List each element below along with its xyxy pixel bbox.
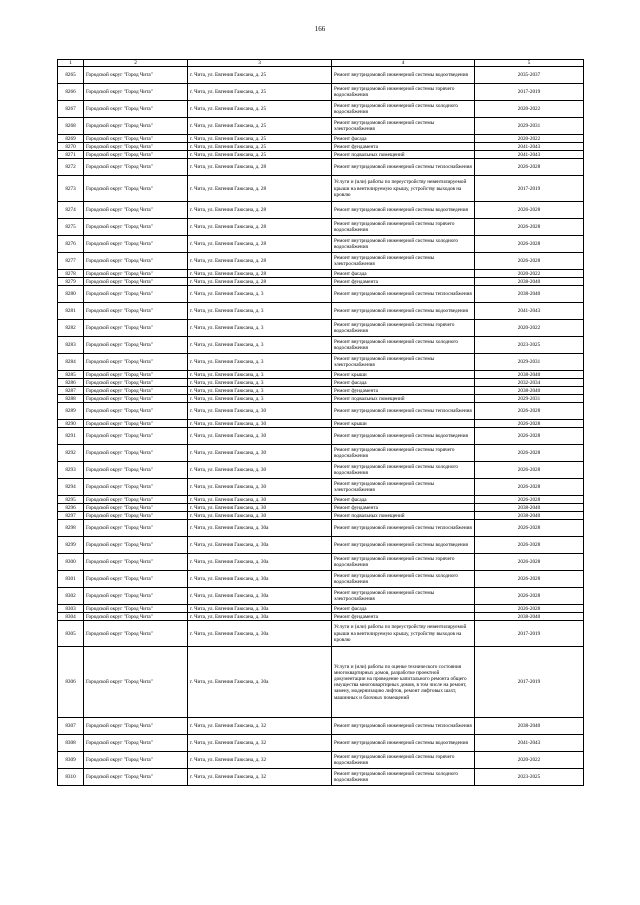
row-number: 8268 [58,118,84,135]
address-cell: г. Чита, ул. Евгения Гаюсана, д. 30 [188,445,332,462]
table-row [58,101,584,118]
table-row [58,621,584,647]
row-number: 8296 [58,504,84,512]
period-cell: 2041-2043 [475,735,584,752]
table-row [58,462,584,479]
row-number: 8289 [58,403,84,420]
address-cell: г. Чита, ул. Евгения Гаюсана, д. 30 [188,428,332,445]
address-cell: г. Чита, ул. Евгения Гаюсана, д. 30 [188,479,332,496]
row-number: 8269 [58,135,84,143]
work-type-cell: Ремонт фасада [332,605,475,613]
work-type-cell: Ремонт внутридомовой инженерной системы холодного водоснабжения [332,571,475,588]
address-cell: г. Чита, ул. Евгения Гаюсана, д. 28 [188,270,332,278]
period-cell: 2029-2031 [475,354,584,371]
row-number: 8273 [58,176,84,202]
period-cell: 2020-2022 [475,270,584,278]
header-row [58,60,584,67]
address-cell: г. Чита, ул. Евгения Гаюсана, д. 30а [188,647,332,718]
table-row [58,718,584,735]
period-cell: 2026-2028 [475,554,584,571]
work-type-cell: Ремонт внутридомовой инженерной системы горячего водоснабжения [332,84,475,101]
table-row [58,504,584,512]
address-cell: г. Чита, ул. Евгения Гаюсана, д. 28 [188,278,332,286]
row-number: 8291 [58,428,84,445]
table-row [58,202,584,219]
address-cell: г. Чита, ул. Евгения Гаюсана, д. 28 [188,236,332,253]
period-cell: 2041-2043 [475,303,584,320]
work-type-cell: Ремонт фасада [332,379,475,387]
work-type-cell: Ремонт внутридомовой инженерной системы водоотведения [332,428,475,445]
work-type-cell: Ремонт внутридомовой инженерной системы горячего водоснабжения [332,554,475,571]
row-number: 8297 [58,512,84,520]
period-cell: 2035-2037 [475,67,584,84]
period-cell: 2026-2028 [475,202,584,219]
period-cell: 2026-2028 [475,420,584,428]
municipality-cell: Городской округ "Город Чита" [84,735,188,752]
address-cell: г. Чита, ул. Евгения Гаюсана, д. 28 [188,202,332,219]
municipality-cell: Городской округ "Город Чита" [84,504,188,512]
row-number: 8307 [58,718,84,735]
row-number: 8279 [58,278,84,286]
period-cell: 2038-2040 [475,718,584,735]
municipality-cell: Городской округ "Город Чита" [84,387,188,395]
row-number: 8288 [58,395,84,403]
address-cell: г. Чита, ул. Евгения Гаюсана, д. 28 [188,253,332,270]
period-cell: 2017-2019 [475,647,584,718]
row-number: 8277 [58,253,84,270]
period-cell: 2029-2031 [475,395,584,403]
period-cell: 2026-2028 [475,588,584,605]
header-col-5: 5 [475,60,584,67]
row-number: 8306 [58,647,84,718]
work-type-cell: Ремонт внутридомовой инженерной системы электроснабжения [332,253,475,270]
work-type-cell: Ремонт внутридомовой инженерной системы электроснабжения [332,479,475,496]
table-row [58,496,584,504]
period-cell: 2026-2028 [475,428,584,445]
period-cell: 2026-2028 [475,236,584,253]
row-number: 8301 [58,571,84,588]
row-number: 8298 [58,520,84,537]
table-row [58,735,584,752]
municipality-cell: Городской округ "Город Чита" [84,496,188,504]
work-type-cell: Ремонт внутридомовой инженерной системы холодного водоснабжения [332,236,475,253]
table-row [58,219,584,236]
period-cell: 2038-2040 [475,504,584,512]
row-number: 8265 [58,67,84,84]
row-number: 8295 [58,496,84,504]
page-number: 166 [314,25,326,33]
table-row [58,588,584,605]
period-cell: 2026-2028 [475,520,584,537]
address-cell: г. Чита, ул. Евгения Гаюсана, д. 3 [188,371,332,379]
municipality-cell: Городской округ "Город Чита" [84,371,188,379]
work-type-cell: Ремонт крыши [332,420,475,428]
address-cell: г. Чита, ул. Евгения Гаюсана, д. 30а [188,605,332,613]
table-row [58,337,584,354]
work-type-cell: Ремонт внутридомовой инженерной системы холодного водоснабжения [332,462,475,479]
period-cell: 2026-2028 [475,537,584,554]
row-number: 8303 [58,605,84,613]
municipality-cell: Городской округ "Город Чита" [84,512,188,520]
address-cell: г. Чита, ул. Евгения Гаюсана, д. 25 [188,135,332,143]
row-number: 8293 [58,462,84,479]
municipality-cell: Городской округ "Город Чита" [84,320,188,337]
municipality-cell: Городской округ "Город Чита" [84,718,188,735]
table-row [58,512,584,520]
period-cell: 2026-2028 [475,496,584,504]
table-row [58,403,584,420]
period-cell: 2026-2028 [475,571,584,588]
address-cell: г. Чита, ул. Евгения Гаюсана, д. 30 [188,420,332,428]
address-cell: г. Чита, ул. Евгения Гаюсана, д. 30а [188,537,332,554]
row-number: 8299 [58,537,84,554]
work-type-cell: Ремонт внутридомовой инженерной системы горячего водоснабжения [332,320,475,337]
address-cell: г. Чита, ул. Евгения Гаюсана, д. 30а [188,520,332,537]
municipality-cell: Городской округ "Город Чита" [84,445,188,462]
row-number: 8280 [58,286,84,303]
municipality-cell: Городской округ "Город Чита" [84,554,188,571]
address-cell: г. Чита, ул. Евгения Гаюсана, д. 30а [188,571,332,588]
address-cell: г. Чита, ул. Евгения Гаюсана, д. 25 [188,67,332,84]
row-number: 8271 [58,151,84,159]
table-row [58,571,584,588]
table-row [58,420,584,428]
table-row [58,354,584,371]
work-type-cell: Ремонт фундамента [332,143,475,151]
period-cell: 2038-2040 [475,286,584,303]
municipality-cell: Городской округ "Город Чита" [84,159,188,176]
address-cell: г. Чита, ул. Евгения Гаюсана, д. 30а [188,588,332,605]
row-number: 8302 [58,588,84,605]
table-row [58,286,584,303]
row-number: 8304 [58,613,84,621]
period-cell: 2020-2022 [475,320,584,337]
work-type-cell: Ремонт внутридомовой инженерной системы водоотведения [332,67,475,84]
period-cell: 2020-2022 [475,101,584,118]
address-cell: г. Чита, ул. Евгения Гаюсана, д. 32 [188,735,332,752]
table-row [58,395,584,403]
municipality-cell: Городской округ "Город Чита" [84,752,188,769]
period-cell: 2026-2028 [475,253,584,270]
municipality-cell: Городской округ "Город Чита" [84,278,188,286]
address-cell: г. Чита, ул. Евгения Гаюсана, д. 3 [188,303,332,320]
period-cell: 2023-2025 [475,337,584,354]
address-cell: г. Чита, ул. Евгения Гаюсана, д. 30 [188,403,332,420]
period-cell: 2017-2019 [475,621,584,647]
address-cell: г. Чита, ул. Евгения Гаюсана, д. 3 [188,395,332,403]
address-cell: г. Чита, ул. Евгения Гаюсана, д. 3 [188,387,332,395]
period-cell: 2029-2031 [475,118,584,135]
address-cell: г. Чита, ул. Евгения Гаюсана, д. 28 [188,159,332,176]
municipality-cell: Городской округ "Город Чита" [84,428,188,445]
municipality-cell: Городской округ "Город Чита" [84,303,188,320]
work-type-cell: Ремонт внутридомовой инженерной системы водоотведения [332,303,475,320]
table-row [58,769,584,786]
table-row [58,143,584,151]
municipality-cell: Городской округ "Город Чита" [84,286,188,303]
work-type-cell: Ремонт внутридомовой инженерной системы теплоснабжения [332,403,475,420]
municipality-cell: Городской округ "Город Чита" [84,769,188,786]
municipality-cell: Городской округ "Город Чита" [84,151,188,159]
work-type-cell: Ремонт внутридомовой инженерной системы холодного водоснабжения [332,101,475,118]
work-type-cell: Ремонт подвальных помещений [332,395,475,403]
period-cell: 2038-2040 [475,371,584,379]
row-number: 8287 [58,387,84,395]
municipality-cell: Городской округ "Город Чита" [84,537,188,554]
row-number: 8294 [58,479,84,496]
period-cell: 2026-2028 [475,445,584,462]
period-cell: 2038-2040 [475,613,584,621]
period-cell: 2026-2028 [475,159,584,176]
work-type-cell: Ремонт внутридомовой инженерной системы теплоснабжения [332,520,475,537]
address-cell: г. Чита, ул. Евгения Гаюсана, д. 30 [188,462,332,479]
address-cell: г. Чита, ул. Евгения Гаюсана, д. 32 [188,752,332,769]
municipality-cell: Городской округ "Город Чита" [84,118,188,135]
municipality-cell: Городской округ "Город Чита" [84,270,188,278]
row-number: 8276 [58,236,84,253]
period-cell: 2026-2028 [475,462,584,479]
address-cell: г. Чита, ул. Евгения Гаюсана, д. 32 [188,718,332,735]
row-number: 8266 [58,84,84,101]
period-cell: 2038-2040 [475,387,584,395]
municipality-cell: Городской округ "Город Чита" [84,479,188,496]
table-row [58,151,584,159]
period-cell: 2041-2043 [475,151,584,159]
row-number: 8309 [58,752,84,769]
table-row [58,428,584,445]
work-type-cell: Ремонт фундамента [332,387,475,395]
work-type-cell: Ремонт фундамента [332,613,475,621]
municipality-cell: Городской округ "Город Чита" [84,135,188,143]
table-row [58,554,584,571]
period-cell: 2020-2022 [475,135,584,143]
period-cell: 2032-2034 [475,379,584,387]
row-number: 8290 [58,420,84,428]
work-type-cell: Ремонт фасада [332,496,475,504]
work-type-cell: Ремонт внутридомовой инженерной системы электроснабжения [332,588,475,605]
row-number: 8282 [58,320,84,337]
row-number: 8284 [58,354,84,371]
address-cell: г. Чита, ул. Евгения Гаюсана, д. 25 [188,101,332,118]
table-row [58,387,584,395]
row-number: 8310 [58,769,84,786]
table-row [58,537,584,554]
municipality-cell: Городской округ "Город Чита" [84,236,188,253]
period-cell: 2017-2019 [475,176,584,202]
work-type-cell: Ремонт внутридомовой инженерной системы водоотведения [332,202,475,219]
work-type-cell: Ремонт подвальных помещений [332,512,475,520]
period-cell: 2041-2043 [475,143,584,151]
row-number: 8300 [58,554,84,571]
municipality-cell: Городской округ "Город Чита" [84,354,188,371]
row-number: 8278 [58,270,84,278]
period-cell: 2026-2028 [475,219,584,236]
row-number: 8308 [58,735,84,752]
work-type-cell: Ремонт фундамента [332,504,475,512]
period-cell: 2017-2019 [475,84,584,101]
table-row [58,371,584,379]
municipality-cell: Городской округ "Город Чита" [84,379,188,387]
row-number: 8272 [58,159,84,176]
work-type-cell: Ремонт крыши [332,371,475,379]
work-type-cell: Ремонт внутридомовой инженерной системы водоотведения [332,735,475,752]
address-cell: г. Чита, ул. Евгения Гаюсана, д. 30а [188,613,332,621]
address-cell: г. Чита, ул. Евгения Гаюсана, д. 30 [188,512,332,520]
period-cell: 2026-2028 [475,403,584,420]
address-cell: г. Чита, ул. Евгения Гаюсана, д. 32 [188,769,332,786]
work-type-cell: Ремонт подвальных помещений [332,151,475,159]
row-number: 8274 [58,202,84,219]
row-number: 8285 [58,371,84,379]
capital-repair-table [57,59,584,786]
table-row [58,176,584,202]
table-row [58,479,584,496]
municipality-cell: Городской округ "Город Чита" [84,647,188,718]
row-number: 8275 [58,219,84,236]
work-type-cell: Ремонт внутридомовой инженерной системы горячего водоснабжения [332,752,475,769]
work-type-cell: Ремонт внутридомовой инженерной системы теплоснабжения [332,718,475,735]
table-row [58,84,584,101]
row-number: 8267 [58,101,84,118]
table-row [58,278,584,286]
period-cell: 2026-2028 [475,479,584,496]
table-row [58,445,584,462]
address-cell: г. Чита, ул. Евгения Гаюсана, д. 25 [188,118,332,135]
work-type-cell: Услуги и (или) работы по переустройству невентилируемой крыши на вентилируемую крышу, устройству выходов на кровлю [332,621,475,647]
period-cell: 2038-2040 [475,512,584,520]
header-col-3: 3 [188,60,332,67]
row-number: 8270 [58,143,84,151]
address-cell: г. Чита, ул. Евгения Гаюсана, д. 3 [188,379,332,387]
address-cell: г. Чита, ул. Евгения Гаюсана, д. 3 [188,320,332,337]
municipality-cell: Городской округ "Город Чита" [84,337,188,354]
municipality-cell: Городской округ "Город Чита" [84,143,188,151]
period-cell: 2026-2028 [475,605,584,613]
work-type-cell: Ремонт фасада [332,270,475,278]
table-row [58,303,584,320]
address-cell: г. Чита, ул. Евгения Гаюсана, д. 30 [188,504,332,512]
row-number: 8292 [58,445,84,462]
work-type-cell: Ремонт внутридомовой инженерной системы теплоснабжения [332,159,475,176]
municipality-cell: Городской округ "Город Чита" [84,253,188,270]
municipality-cell: Городской округ "Город Чита" [84,621,188,647]
municipality-cell: Городской округ "Город Чита" [84,403,188,420]
municipality-cell: Городской округ "Город Чита" [84,605,188,613]
municipality-cell: Городской округ "Город Чита" [84,84,188,101]
work-type-cell: Ремонт внутридомовой инженерной системы электроснабжения [332,118,475,135]
header-col-4: 4 [332,60,475,67]
table-row [58,67,584,84]
municipality-cell: Городской округ "Город Чита" [84,202,188,219]
table-row [58,752,584,769]
work-type-cell: Ремонт внутридомовой инженерной системы водоотведения [332,537,475,554]
work-type-cell: Ремонт внутридомовой инженерной системы холодного водоснабжения [332,769,475,786]
address-cell: г. Чита, ул. Евгения Гаюсана, д. 3 [188,286,332,303]
address-cell: г. Чита, ул. Евгения Гаюсана, д. 25 [188,84,332,101]
municipality-cell: Городской округ "Город Чита" [84,571,188,588]
work-type-cell: Ремонт внутридомовой инженерной системы электроснабжения [332,354,475,371]
address-cell: г. Чита, ул. Евгения Гаюсана, д. 25 [188,143,332,151]
address-cell: г. Чита, ул. Евгения Гаюсана, д. 3 [188,337,332,354]
table-row [58,647,584,718]
row-number: 8281 [58,303,84,320]
municipality-cell: Городской округ "Город Чита" [84,176,188,202]
work-type-cell: Ремонт фасада [332,135,475,143]
table-row [58,520,584,537]
table-row [58,613,584,621]
table-row [58,270,584,278]
address-cell: г. Чита, ул. Евгения Гаюсана, д. 25 [188,151,332,159]
table-row [58,253,584,270]
table-row [58,135,584,143]
address-cell: г. Чита, ул. Евгения Гаюсана, д. 30 [188,496,332,504]
municipality-cell: Городской округ "Город Чита" [84,420,188,428]
table-row [58,605,584,613]
work-type-cell: Ремонт внутридомовой инженерной системы горячего водоснабжения [332,445,475,462]
address-cell: г. Чита, ул. Евгения Гаюсана, д. 30а [188,554,332,571]
period-cell: 2020-2022 [475,752,584,769]
work-type-cell: Ремонт внутридомовой инженерной системы холодного водоснабжения [332,337,475,354]
table-body [58,67,584,786]
table-row [58,159,584,176]
table-row [58,118,584,135]
address-cell: г. Чита, ул. Евгения Гаюсана, д. 3 [188,354,332,371]
header-col-1: 1 [58,60,84,67]
municipality-cell: Городской округ "Город Чита" [84,219,188,236]
municipality-cell: Городской округ "Город Чита" [84,613,188,621]
work-type-cell: Ремонт внутридомовой инженерной системы горячего водоснабжения [332,219,475,236]
table-row [58,236,584,253]
table-row [58,320,584,337]
work-type-cell: Ремонт внутридомовой инженерной системы теплоснабжения [332,286,475,303]
municipality-cell: Городской округ "Город Чита" [84,395,188,403]
period-cell: 2023-2025 [475,769,584,786]
row-number: 8286 [58,379,84,387]
municipality-cell: Городской округ "Город Чита" [84,588,188,605]
row-number: 8305 [58,621,84,647]
address-cell: г. Чита, ул. Евгения Гаюсана, д. 28 [188,176,332,202]
address-cell: г. Чита, ул. Евгения Гаюсана, д. 28 [188,219,332,236]
municipality-cell: Городской округ "Город Чита" [84,101,188,118]
work-type-cell: Услуги и (или) работы по переустройству невентилируемой крыши на вентилируемую крышу, устройству выходов на кровлю [332,176,475,202]
municipality-cell: Городской округ "Город Чита" [84,462,188,479]
work-type-cell: Ремонт фундамента [332,278,475,286]
table-row [58,379,584,387]
period-cell: 2038-2040 [475,278,584,286]
municipality-cell: Городской округ "Город Чита" [84,520,188,537]
row-number: 8283 [58,337,84,354]
header-col-2: 2 [84,60,188,67]
work-type-cell: Услуги и (или) работы по оценке технического состояния многоквартирных домов, разработке проектной документации на проведение капитального ремонта общего имущества многоквартирных домов, в том числе на ремонт, замену, модернизацию лифтов, ремонт лифтовых шахт, машинных и блочных помещений [332,647,475,718]
address-cell: г. Чита, ул. Евгения Гаюсана, д. 30а [188,621,332,647]
municipality-cell: Городской округ "Город Чита" [84,67,188,84]
